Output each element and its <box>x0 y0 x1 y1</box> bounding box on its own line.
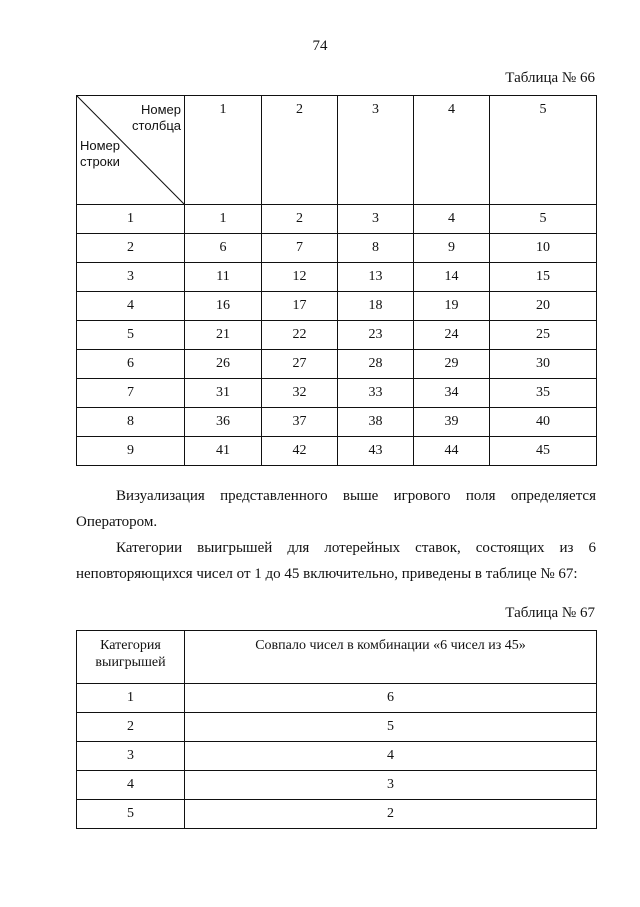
table-cell: 23 <box>338 321 414 350</box>
table-cell: 9 <box>414 234 490 263</box>
table-cell: 6 <box>185 234 262 263</box>
table-cell: 20 <box>490 292 597 321</box>
table-cell: 27 <box>262 350 338 379</box>
table-row <box>77 292 597 321</box>
matched-cell: 5 <box>185 713 597 742</box>
table-66 <box>76 95 597 466</box>
column-header: 1 <box>185 96 262 205</box>
table-cell: 42 <box>262 437 338 466</box>
page-number: 74 <box>312 38 328 54</box>
table-cell: 44 <box>414 437 490 466</box>
table-cell: 4 <box>414 205 490 234</box>
table-row <box>77 205 597 234</box>
matched-cell: 4 <box>185 742 597 771</box>
row-label: 5 <box>77 321 185 350</box>
table-cell: 25 <box>490 321 597 350</box>
table-cell: 14 <box>414 263 490 292</box>
table-cell: 5 <box>490 205 597 234</box>
column-header: 5 <box>490 96 597 205</box>
table-row <box>77 771 597 800</box>
table-row <box>77 408 597 437</box>
table-row <box>77 350 597 379</box>
table-cell: 41 <box>185 437 262 466</box>
table-cell: 24 <box>414 321 490 350</box>
row-label: 4 <box>77 292 185 321</box>
table-cell: 12 <box>262 263 338 292</box>
row-label: 1 <box>77 205 185 234</box>
table-cell: 22 <box>262 321 338 350</box>
category-cell: 3 <box>77 742 185 771</box>
table-cell: 29 <box>414 350 490 379</box>
table-cell: 28 <box>338 350 414 379</box>
table-cell: 31 <box>185 379 262 408</box>
table-cell: 30 <box>490 350 597 379</box>
table-cell: 21 <box>185 321 262 350</box>
matched-cell: 6 <box>185 684 597 713</box>
matched-cell: 3 <box>185 771 597 800</box>
table-67 <box>76 630 597 829</box>
table-cell: 18 <box>338 292 414 321</box>
category-cell: 1 <box>77 684 185 713</box>
table-row <box>77 263 597 292</box>
table-cell: 13 <box>338 263 414 292</box>
category-cell: 5 <box>77 800 185 829</box>
table-cell: 10 <box>490 234 597 263</box>
table-row <box>77 321 597 350</box>
table-66-caption: Таблица № 66 <box>505 70 595 86</box>
table-cell: 16 <box>185 292 262 321</box>
paragraph-visualization: Визуализация представленного выше игрового поля определяется Оператором. <box>76 488 596 530</box>
table-row <box>77 379 597 408</box>
category-cell: 2 <box>77 713 185 742</box>
table-cell: 45 <box>490 437 597 466</box>
table-cell: 7 <box>262 234 338 263</box>
table-row <box>77 742 597 771</box>
table-cell: 43 <box>338 437 414 466</box>
table-cell: 1 <box>185 205 262 234</box>
column-header: 2 <box>262 96 338 205</box>
paragraph-categories: Категории выигрышей для лотерейных ставок, состоящих из 6 неповторяющихся чисел от 1 до 45 включительно, приведены в таблице № 67: <box>76 540 596 582</box>
table-cell: 19 <box>414 292 490 321</box>
row-label: 3 <box>77 263 185 292</box>
table-cell: 8 <box>338 234 414 263</box>
row-label: 8 <box>77 408 185 437</box>
table-row <box>77 234 597 263</box>
table-cell: 38 <box>338 408 414 437</box>
header-category: Категория выигрышей <box>77 631 185 684</box>
matched-cell: 2 <box>185 800 597 829</box>
table-row <box>77 713 597 742</box>
table-cell: 39 <box>414 408 490 437</box>
table-row <box>77 800 597 829</box>
table-cell: 32 <box>262 379 338 408</box>
table-67-caption: Таблица № 67 <box>505 605 595 621</box>
table-cell: 33 <box>338 379 414 408</box>
table-66-header-row <box>77 96 597 205</box>
row-label: 9 <box>77 437 185 466</box>
table-cell: 17 <box>262 292 338 321</box>
table-cell: 35 <box>490 379 597 408</box>
table-cell: 26 <box>185 350 262 379</box>
header-matched-numbers: Совпало чисел в комбинации «6 чисел из 45» <box>185 631 597 684</box>
row-label: 7 <box>77 379 185 408</box>
column-header: 4 <box>414 96 490 205</box>
corner-column-label: Номер столбца <box>132 102 181 133</box>
table-66-corner-cell <box>77 96 185 205</box>
table-cell: 40 <box>490 408 597 437</box>
corner-row-label: Номер строки <box>80 138 121 169</box>
column-header: 3 <box>338 96 414 205</box>
table-cell: 34 <box>414 379 490 408</box>
table-cell: 36 <box>185 408 262 437</box>
row-label: 2 <box>77 234 185 263</box>
table-cell: 15 <box>490 263 597 292</box>
table-row <box>77 437 597 466</box>
table-cell: 3 <box>338 205 414 234</box>
table-67-header-row <box>77 631 597 684</box>
category-cell: 4 <box>77 771 185 800</box>
table-row <box>77 684 597 713</box>
table-cell: 2 <box>262 205 338 234</box>
table-cell: 37 <box>262 408 338 437</box>
row-label: 6 <box>77 350 185 379</box>
table-cell: 11 <box>185 263 262 292</box>
